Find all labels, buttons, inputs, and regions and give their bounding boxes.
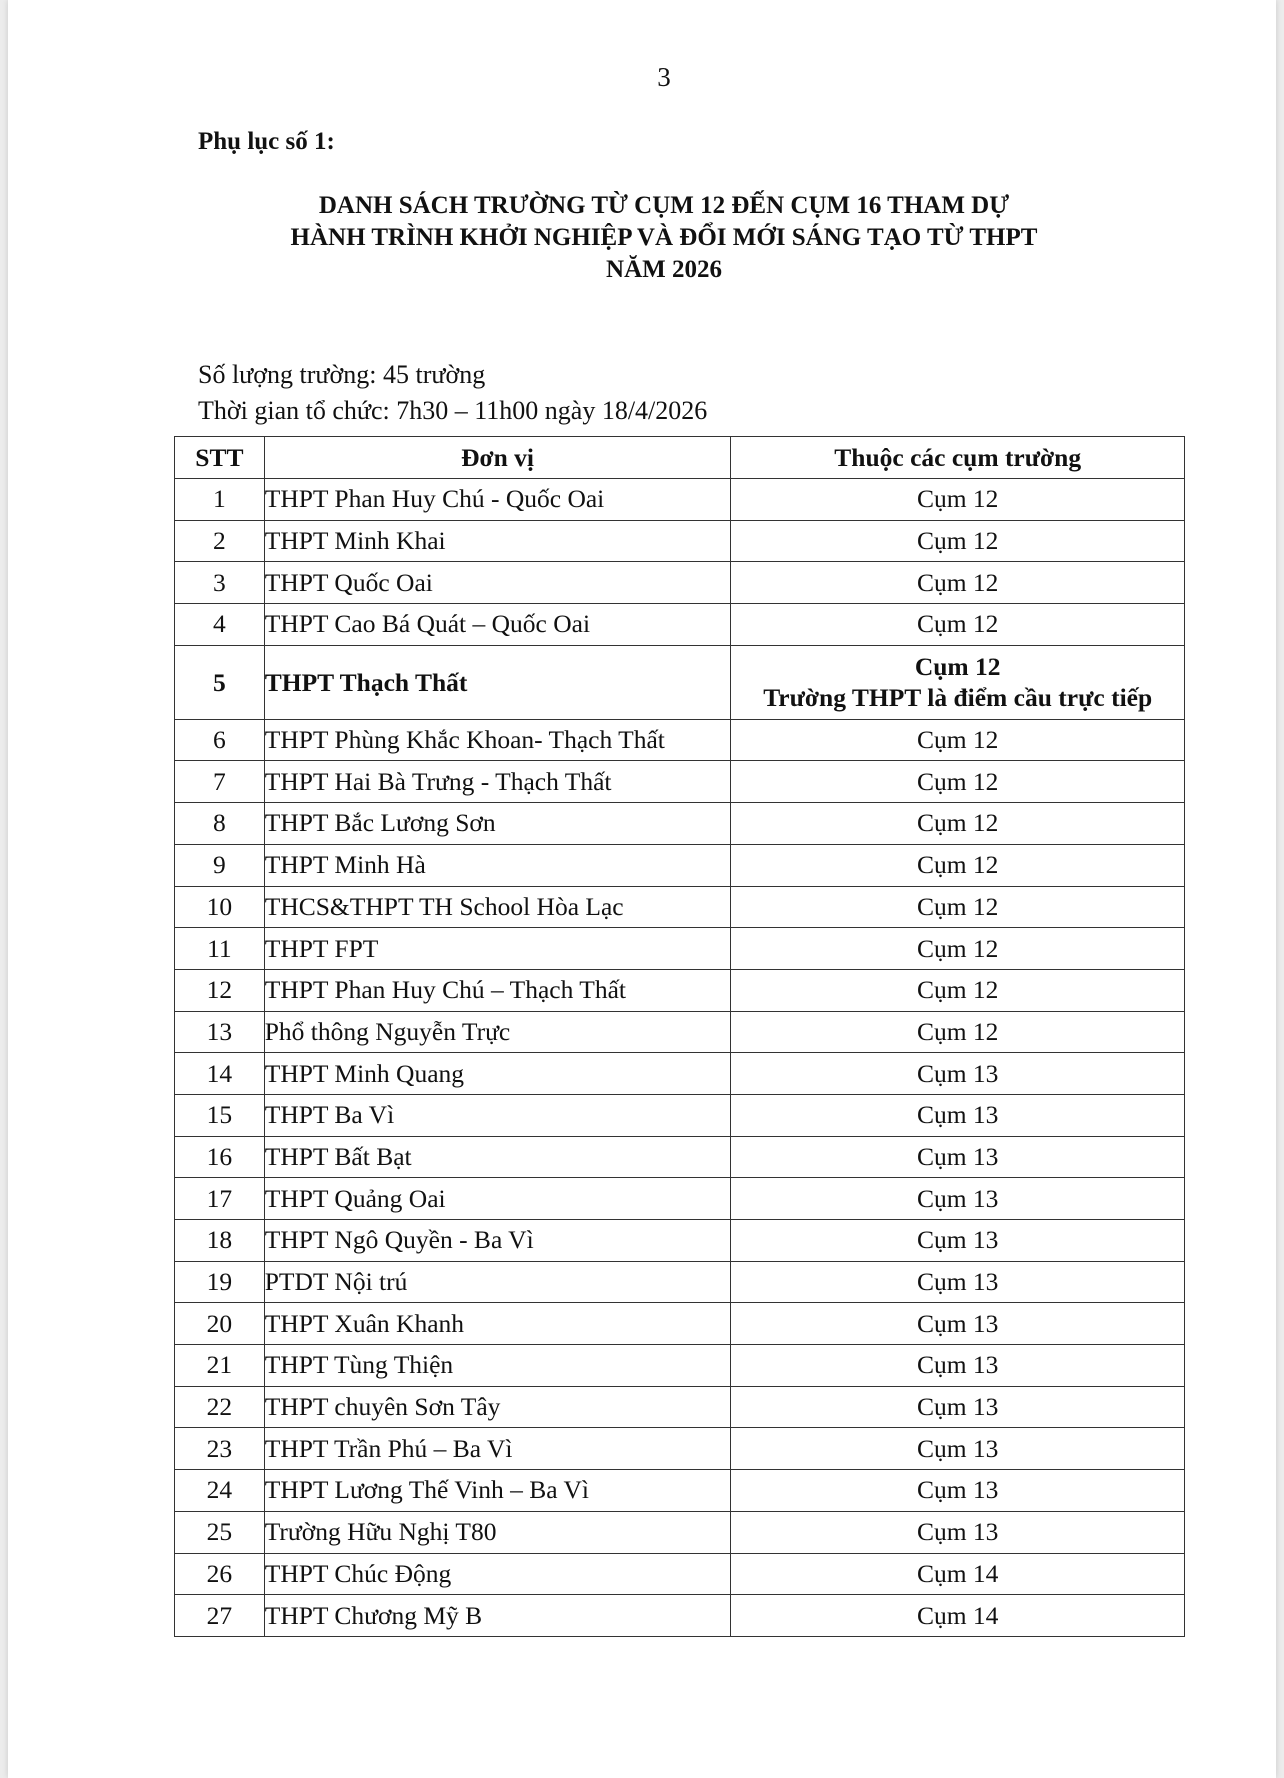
row-group: Cụm 12 [731, 719, 1185, 761]
row-group: Cụm 13 [731, 1345, 1185, 1387]
table-row [175, 1386, 1185, 1428]
row-unit: THPT Hai Bà Trưng - Thạch Thất [264, 761, 731, 803]
row-stt: 18 [175, 1220, 265, 1262]
table-row [175, 761, 1185, 803]
row-group: Cụm 13 [731, 1511, 1185, 1553]
row-unit: THPT Minh Khai [264, 520, 731, 562]
row-stt: 19 [175, 1261, 265, 1303]
row-group: Cụm 13 [731, 1386, 1185, 1428]
row-stt: 22 [175, 1386, 265, 1428]
row-stt: 12 [175, 969, 265, 1011]
table-row [175, 969, 1185, 1011]
row-unit: THPT Phan Huy Chú - Quốc Oai [264, 479, 731, 521]
page-number: 3 [657, 62, 671, 92]
table-row [175, 844, 1185, 886]
title-line-1: DANH SÁCH TRƯỜNG TỪ CỤM 12 ĐẾN CỤM 16 THAM DỰ [318, 192, 1010, 219]
row-group: Cụm 13 [731, 1428, 1185, 1470]
school-table [174, 436, 1185, 1637]
row-unit: THPT Phan Huy Chú – Thạch Thất [264, 969, 731, 1011]
row-stt: 23 [175, 1428, 265, 1470]
row-unit: THPT Ba Vì [264, 1094, 731, 1136]
row-group [731, 645, 1185, 719]
table-row [175, 604, 1185, 646]
row-group: Cụm 12 [731, 1011, 1185, 1053]
row-group: Cụm 13 [731, 1303, 1185, 1345]
row-unit: Trường Hữu Nghị T80 [264, 1511, 731, 1553]
table-row [175, 645, 1185, 719]
row-group: Cụm 13 [731, 1178, 1185, 1220]
row-group: Cụm 13 [731, 1470, 1185, 1512]
row-stt: 1 [175, 479, 265, 521]
row-group: Cụm 14 [731, 1553, 1185, 1595]
row-stt: 24 [175, 1470, 265, 1512]
row-unit: THPT Trần Phú – Ba Vì [264, 1428, 731, 1470]
row-group: Cụm 12 [731, 479, 1185, 521]
event-time: Thời gian tổ chức: 7h30 – 11h00 ngày 18/4/2026 [198, 396, 708, 425]
table-row [175, 1553, 1185, 1595]
row-stt: 20 [175, 1303, 265, 1345]
row-stt: 8 [175, 803, 265, 845]
row-unit: THPT Bất Bạt [264, 1136, 731, 1178]
table-row [175, 1428, 1185, 1470]
table-row [175, 1303, 1185, 1345]
row-stt: 14 [175, 1053, 265, 1095]
row-group: Cụm 13 [731, 1261, 1185, 1303]
appendix-label: Phụ lục số 1: [198, 128, 335, 155]
row-unit: THPT chuyên Sơn Tây [264, 1386, 731, 1428]
row-unit: THPT Phùng Khắc Khoan- Thạch Thất [264, 719, 731, 761]
row-unit: THPT Quốc Oai [264, 562, 731, 604]
row-stt: 5 [175, 645, 265, 719]
row-group: Cụm 12 [731, 761, 1185, 803]
row-stt: 17 [175, 1178, 265, 1220]
table-row [175, 1261, 1185, 1303]
table-row [175, 803, 1185, 845]
header-stt: STT [175, 437, 265, 479]
row-unit: Phổ thông Nguyễn Trực [264, 1011, 731, 1053]
table-row [175, 1094, 1185, 1136]
row-stt: 2 [175, 520, 265, 562]
row-unit: THPT FPT [264, 928, 731, 970]
header-group: Thuộc các cụm trường [731, 437, 1185, 479]
table-row [175, 479, 1185, 521]
table-body [175, 479, 1185, 1637]
document-title [30, 190, 1284, 286]
row-stt: 7 [175, 761, 265, 803]
row-unit: THPT Quảng Oai [264, 1178, 731, 1220]
row-group: Cụm 12 [731, 969, 1185, 1011]
row-group: Cụm 13 [731, 1094, 1185, 1136]
row-stt: 3 [175, 562, 265, 604]
table-row [175, 928, 1185, 970]
row-group: Cụm 12 [731, 562, 1185, 604]
row-unit: THPT Minh Quang [264, 1053, 731, 1095]
row-unit: THPT Tùng Thiện [264, 1345, 731, 1387]
row-stt: 13 [175, 1011, 265, 1053]
table-row [175, 1136, 1185, 1178]
row-unit: THCS&THPT TH School Hòa Lạc [264, 886, 731, 928]
row-stt: 25 [175, 1511, 265, 1553]
row-group: Cụm 13 [731, 1220, 1185, 1262]
row-stt: 9 [175, 844, 265, 886]
table-row [175, 886, 1185, 928]
row-group: Cụm 12 [731, 520, 1185, 562]
table-row [175, 1053, 1185, 1095]
row-group: Cụm 14 [731, 1595, 1185, 1637]
table-row [175, 520, 1185, 562]
row-stt: 16 [175, 1136, 265, 1178]
row-unit: THPT Thạch Thất [264, 645, 731, 719]
row-stt: 4 [175, 604, 265, 646]
school-count: Số lượng trường: 45 trường [198, 360, 486, 389]
table-row [175, 1011, 1185, 1053]
row-unit: THPT Ngô Quyền - Ba Vì [264, 1220, 731, 1262]
row-group: Cụm 12 [731, 928, 1185, 970]
table-row [175, 1220, 1185, 1262]
document-page [8, 0, 1276, 1778]
table-row [175, 1345, 1185, 1387]
row-group: Cụm 12 [731, 604, 1185, 646]
row-group-note: Trường THPT là điểm cầu trực tiếp [763, 683, 1153, 713]
table-row [175, 562, 1185, 604]
row-unit: THPT Minh Hà [264, 844, 731, 886]
row-group-label: Cụm 12 [914, 652, 1001, 682]
row-group: Cụm 12 [731, 803, 1185, 845]
title-line-2: HÀNH TRÌNH KHỞI NGHIỆP VÀ ĐỔI MỚI SÁNG TẠO TỪ THPT [290, 224, 1038, 251]
row-unit: THPT Xuân Khanh [264, 1303, 731, 1345]
row-stt: 26 [175, 1553, 265, 1595]
row-unit: THPT Chương Mỹ B [264, 1595, 731, 1637]
row-unit: THPT Cao Bá Quát – Quốc Oai [264, 604, 731, 646]
table-row [175, 1178, 1185, 1220]
row-stt: 10 [175, 886, 265, 928]
title-line-3: NĂM 2026 [606, 256, 722, 283]
row-group: Cụm 13 [731, 1053, 1185, 1095]
row-stt: 6 [175, 719, 265, 761]
table-row [175, 1511, 1185, 1553]
row-stt: 15 [175, 1094, 265, 1136]
row-unit: THPT Lương Thế Vinh – Ba Vì [264, 1470, 731, 1512]
row-stt: 21 [175, 1345, 265, 1387]
table-row [175, 1470, 1185, 1512]
row-stt: 11 [175, 928, 265, 970]
header-unit: Đơn vị [264, 437, 731, 479]
row-unit: THPT Chúc Động [264, 1553, 731, 1595]
table-row [175, 719, 1185, 761]
row-unit: PTDT Nội trú [264, 1261, 731, 1303]
row-group: Cụm 12 [731, 886, 1185, 928]
row-group: Cụm 13 [731, 1136, 1185, 1178]
row-stt: 27 [175, 1595, 265, 1637]
table-row [175, 1595, 1185, 1637]
row-group: Cụm 12 [731, 844, 1185, 886]
row-unit: THPT Bắc Lương Sơn [264, 803, 731, 845]
table-header-row [175, 437, 1185, 479]
